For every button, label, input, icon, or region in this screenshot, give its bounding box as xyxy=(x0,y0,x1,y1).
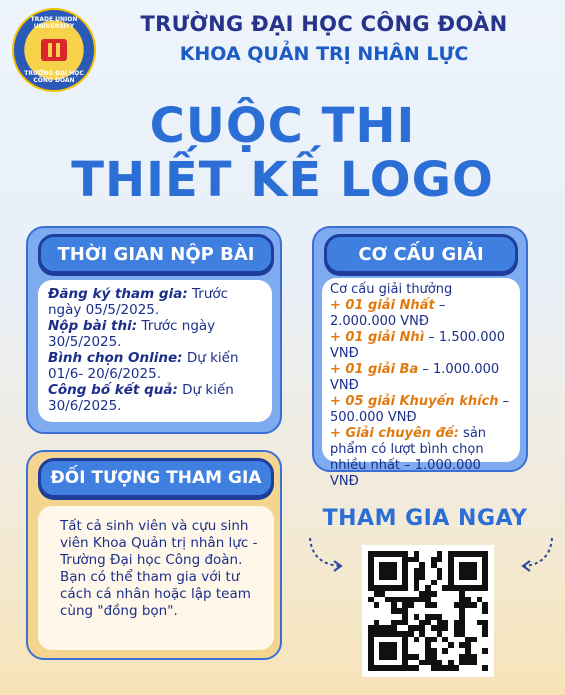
prize-item-label: 01 giải Ba xyxy=(345,362,419,377)
submission-time-card xyxy=(26,226,282,434)
prize-item: + Giải chuyên đề: sản phẩm có lượt bình chọn nhiều nhất – 1.000.000 VNĐ xyxy=(330,426,487,489)
prize-intro: Cơ cấu giải thưởng xyxy=(330,282,453,297)
prize-item-label: 01 giải Nhì xyxy=(345,330,425,345)
prize-structure-card xyxy=(312,226,528,489)
school-name: TRƯỜNG ĐẠI HỌC CÔNG ĐOÀN xyxy=(140,12,508,36)
time-item-value: Trước ngày 30/5/2025. xyxy=(48,318,216,350)
prize-item-value: – 2.000.000 VNĐ xyxy=(330,298,446,329)
time-item-value: Trước ngày 05/5/2025. xyxy=(48,286,229,318)
time-item xyxy=(48,286,262,318)
title-line-1: CUỘC THI xyxy=(149,98,416,154)
curved-arrow-icon xyxy=(306,534,346,581)
qr-code-pattern xyxy=(368,551,488,671)
prize-item-value: sản phẩm có lượt bình chọn nhiều nhất – 1.000.000 VNĐ xyxy=(330,426,487,489)
prize-item-label: Giải chuyên đề: xyxy=(345,426,459,441)
audience-card xyxy=(26,450,282,660)
prize-item: + 01 giải Nhì – 1.500.000 VNĐ xyxy=(330,330,506,361)
time-item-value: Dự kiến 01/6- 20/6/2025. xyxy=(48,350,239,382)
audience-body: Tất cả sinh viên và cựu sinh viên Khoa Quản trị nhân lực - Trường Đại học Công đoàn. Bạn có thể tham gia với tư cách cá nhân hoặc lập team cùng "đồng bọn". xyxy=(38,506,274,650)
prize-structure-body xyxy=(322,278,520,489)
prize-item: + 05 giải Khuyến khích – 500.000 VNĐ xyxy=(330,394,510,425)
prize-item: + 01 giải Ba – 1.000.000 VNĐ xyxy=(330,362,500,393)
prize-item-label: 05 giải Khuyến khích xyxy=(345,394,499,409)
prize-item-value: – 1.500.000 VNĐ xyxy=(330,330,506,361)
prize-item-label: 01 giải Nhất xyxy=(345,298,435,313)
logo-emblem-icon xyxy=(41,39,67,61)
time-item-label: Công bố kết quả: xyxy=(48,382,178,398)
time-item xyxy=(48,350,262,382)
qr-module xyxy=(482,665,488,671)
qr-code-icon[interactable] xyxy=(362,545,494,677)
time-item xyxy=(48,382,262,414)
time-item-label: Đăng ký tham gia: xyxy=(48,286,188,302)
logo-text-bottom: TRƯỜNG ĐẠI HỌC CÔNG ĐOÀN xyxy=(24,70,84,84)
prize-structure-heading: CƠ CẤU GIẢI xyxy=(324,234,518,274)
time-item-label: Bình chọn Online: xyxy=(48,350,183,366)
time-item xyxy=(48,318,262,350)
curved-arrow-icon xyxy=(520,534,560,581)
faculty-name: KHOA QUẢN TRỊ NHÂN LỰC xyxy=(179,43,469,65)
prize-item-value: – 1.000.000 VNĐ xyxy=(330,362,500,393)
university-logo xyxy=(12,8,96,92)
prize-item-value: – 500.000 VNĐ xyxy=(330,394,510,425)
prize-item: + 01 giải Nhất – 2.000.000 VNĐ xyxy=(330,298,446,329)
curved-arrow-right-icon xyxy=(520,534,560,574)
time-item-value: Dự kiến 30/6/2025. xyxy=(48,382,234,414)
audience-heading: ĐỐI TƯỢNG THAM GIA xyxy=(38,458,274,498)
time-item-label: Nộp bài thi: xyxy=(48,318,138,334)
curved-arrow-left-icon xyxy=(306,534,346,574)
logo-text-top: TRADE UNION UNIVERSITY xyxy=(30,16,78,30)
submission-time-heading: THỜI GIAN NỘP BÀI xyxy=(38,234,274,274)
title-line-2: THIẾT KẾ LOGO xyxy=(71,152,494,208)
join-now-label: THAM GIA NGAY xyxy=(322,506,528,531)
submission-time-body xyxy=(38,280,272,422)
